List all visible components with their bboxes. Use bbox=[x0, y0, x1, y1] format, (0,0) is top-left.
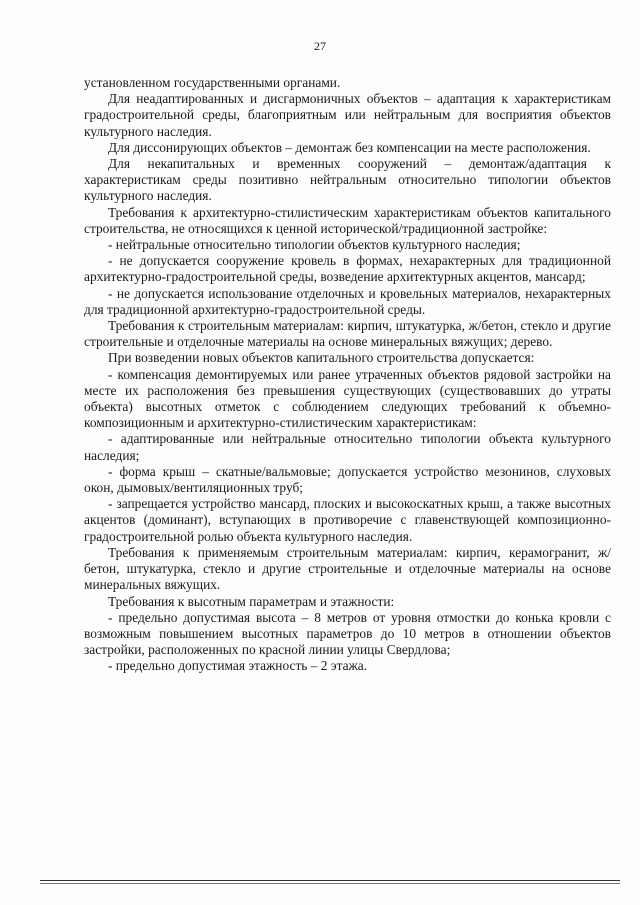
paragraph: установленном государственными органами. bbox=[84, 75, 341, 90]
paragraph: Требования к архитектурно-стилистическим характеристикам объектов капитального строительства, не относящихся к ценной исторической/традиционной застройке: bbox=[84, 204, 611, 236]
list-item: - предельно допустимая этажность – 2 этажа. bbox=[108, 658, 368, 674]
footer-rule bbox=[40, 880, 620, 881]
list-item: - компенсация демонтируемых или ранее утраченных объектов рядовой застройки на месте их расположения без превышения существующих (существовавших до утраты объекта) высотных отметок с соблюдением следующих требований к объемно-композиционным и архитектурно-стилистическим характеристикам: bbox=[84, 366, 611, 431]
paragraph: Требования к высотным параметрам и этажности: bbox=[108, 593, 395, 609]
list-item: - не допускается сооружение кровель в формах, нехарактерных для традиционной архитектурно-градостроительной среды, возведение архитектурных акцентов, мансард; bbox=[84, 253, 611, 285]
footer-rule bbox=[40, 883, 620, 884]
list-item: - не допускается использование отделочных и кровельных материалов, нехарактерных для традиционной архитектурно-градостроительной среды. bbox=[84, 285, 611, 317]
paragraph: Для диссонирующих объектов – демонтаж без компенсации на месте расположения. bbox=[108, 139, 591, 155]
paragraph: Для неадаптированных и дисгармоничных объектов – адаптация к характеристикам градостроительной среды, благоприятным или нейтральным для восприятия объектов культурного наследия. bbox=[84, 91, 611, 139]
page-number: 27 bbox=[314, 39, 326, 53]
paragraph: Для некапитальных и временных сооружений – демонтаж/адаптация к характеристикам среды позитивно нейтральным относительно типологии объектов культурного наследия. bbox=[84, 156, 611, 204]
document-body bbox=[84, 75, 611, 675]
list-item: - нейтральные относительно типологии объектов культурного наследия; bbox=[108, 237, 521, 253]
list-item: - предельно допустимая высота – 8 метров от уровня отмостки до конька кровли с возможным повышением высотных параметров до 10 метров в отношении объектов застройки, расположенных по красной линии улицы Свердлова; bbox=[84, 609, 611, 658]
list-item: - форма крыш – скатные/вальмовые; допускается устройство мезонинов, слуховых окон, дымовых/вентиляционных труб; bbox=[84, 463, 611, 496]
paragraph: Требования к применяемым строительным материалам: кирпич, керамогранит, ж/бетон, штукатурка, стекло и другие строительные и отделочные материалы на основе минеральных вяжущих. bbox=[84, 544, 611, 593]
paragraph: Требования к строительным материалам: кирпич, штукатурка, ж/бетон, стекло и другие строительные и отделочные материалы на основе минеральных вяжущих; дерево. bbox=[84, 318, 611, 350]
paragraph: При возведении новых объектов капитального строительства допускается: bbox=[108, 350, 535, 366]
list-item: - запрещается устройство мансард, плоских и высокоскатных крыш, а также высотных акцентов (доминант), вступающих в противоречие с главенствующей композиционно-градостроительной ролью объекта культурного наследия. bbox=[84, 496, 611, 544]
list-item: - адаптированные или нейтральные относительно типологии объекта культурного наследия; bbox=[84, 431, 611, 463]
